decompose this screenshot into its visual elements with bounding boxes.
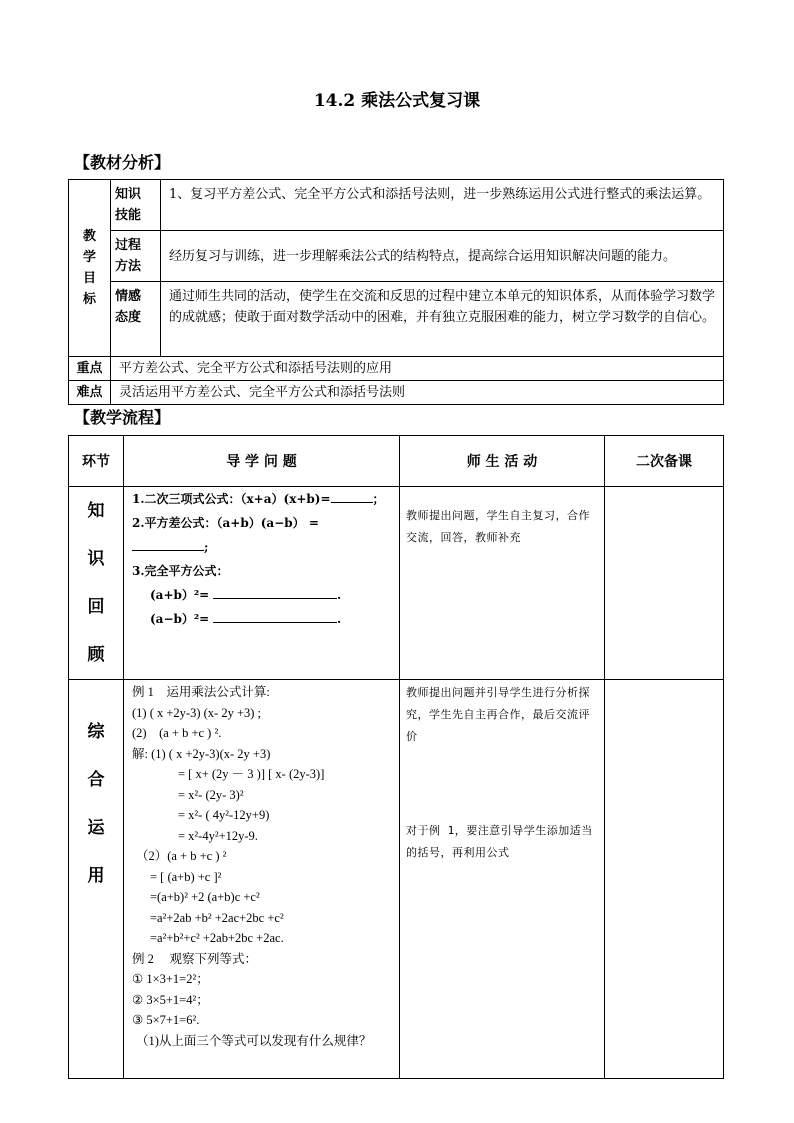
- header-questions: 导 学 问 题: [124, 436, 400, 487]
- analysis-table: [68, 179, 724, 405]
- page-title: 14.2 乘法公式复习课: [313, 91, 481, 111]
- apply-second-prep: [605, 680, 724, 1079]
- goal-label: 教 学 目 标: [69, 180, 111, 357]
- section-heading-process: 【教学流程】: [74, 408, 171, 427]
- difficult-label: 难点: [69, 381, 111, 405]
- header-second-prep: 二次备课: [605, 436, 724, 487]
- review-second-prep: [605, 487, 724, 680]
- sub-label-process: 过程 方法: [111, 231, 161, 282]
- segment-apply: 综 合 运 用: [69, 680, 124, 1079]
- key-points: 平方差公式、完全平方公式和添括号法则的应用: [111, 357, 724, 381]
- review-activity: 教师提出问题，学生自主复习，合作交流，回答，教师补充: [400, 487, 605, 680]
- process-table: [68, 435, 724, 1079]
- content-process: 经历复习与训练，进一步理解乘法公式的结构特点，提高综合运用知识解决问题的能力。: [161, 231, 724, 282]
- apply-examples: 例 1 运用乘法公式计算: (1) ( x +2y-3) (x- 2y +3) ; (2) (a + b +c ) ². 解: (1) ( x +2y-3)(x- 2y +3) = [ x+ (2y － 3 )] [ x- (2y-3)] = x²- (2y- 3)² = x²- ( 4y²-12y+9) = x²-4y²+12y-9. （2）(a + b +c ) ² = [ (a+b) +c ]² =(a+b)² +2 (a+b)c +c² =a²+2ab +b² +2ac+2bc +c² =a²+b²+c² +2ab+2bc +2ac. 例 2 观察下列等式： ① 1×3+1=2²； ② 3×5+1=4²； ③ 5×7+1=6². （1)从上面三个等式可以发现有什么规律？: [124, 680, 400, 1079]
- sub-label-attitude: 情感 态度: [111, 282, 161, 357]
- content-knowledge: 1、复习平方差公式、完全平方公式和添括号法则，进一步熟练运用公式进行整式的乘法运算。: [161, 180, 724, 231]
- section-heading-analysis: 【教材分析】: [74, 153, 171, 172]
- segment-review: 知 识 回 顾: [69, 487, 124, 680]
- review-questions: 1.二次三项式公式：（x+a）(x+b)= ； 2.平方差公式：（a+b）(a−b） = ; 3.完全平方公式： (a+b）²= . (a−b）²= .: [124, 487, 400, 680]
- sub-label-knowledge: 知识 技能: [111, 180, 161, 231]
- key-label: 重点: [69, 357, 111, 381]
- content-attitude: 通过师生共同的活动，使学生在交流和反思的过程中建立本单元的知识体系，从而体验学习数学的成就感；使敢于面对数学活动中的困难，并有独立克服困难的能力，树立学习数学的自信心。: [161, 282, 724, 357]
- apply-activity: 教师提出问题并引导学生进行分析探究，学生先自主再合作，最后交流评价 对于例 1，要注意引导学生添加适当的括号，再利用公式: [400, 680, 605, 1079]
- header-activities: 师 生 活 动: [400, 436, 605, 487]
- header-segment: 环节: [69, 436, 124, 487]
- difficult-points: 灵活运用平方差公式、完全平方公式和添括号法则: [111, 381, 724, 405]
